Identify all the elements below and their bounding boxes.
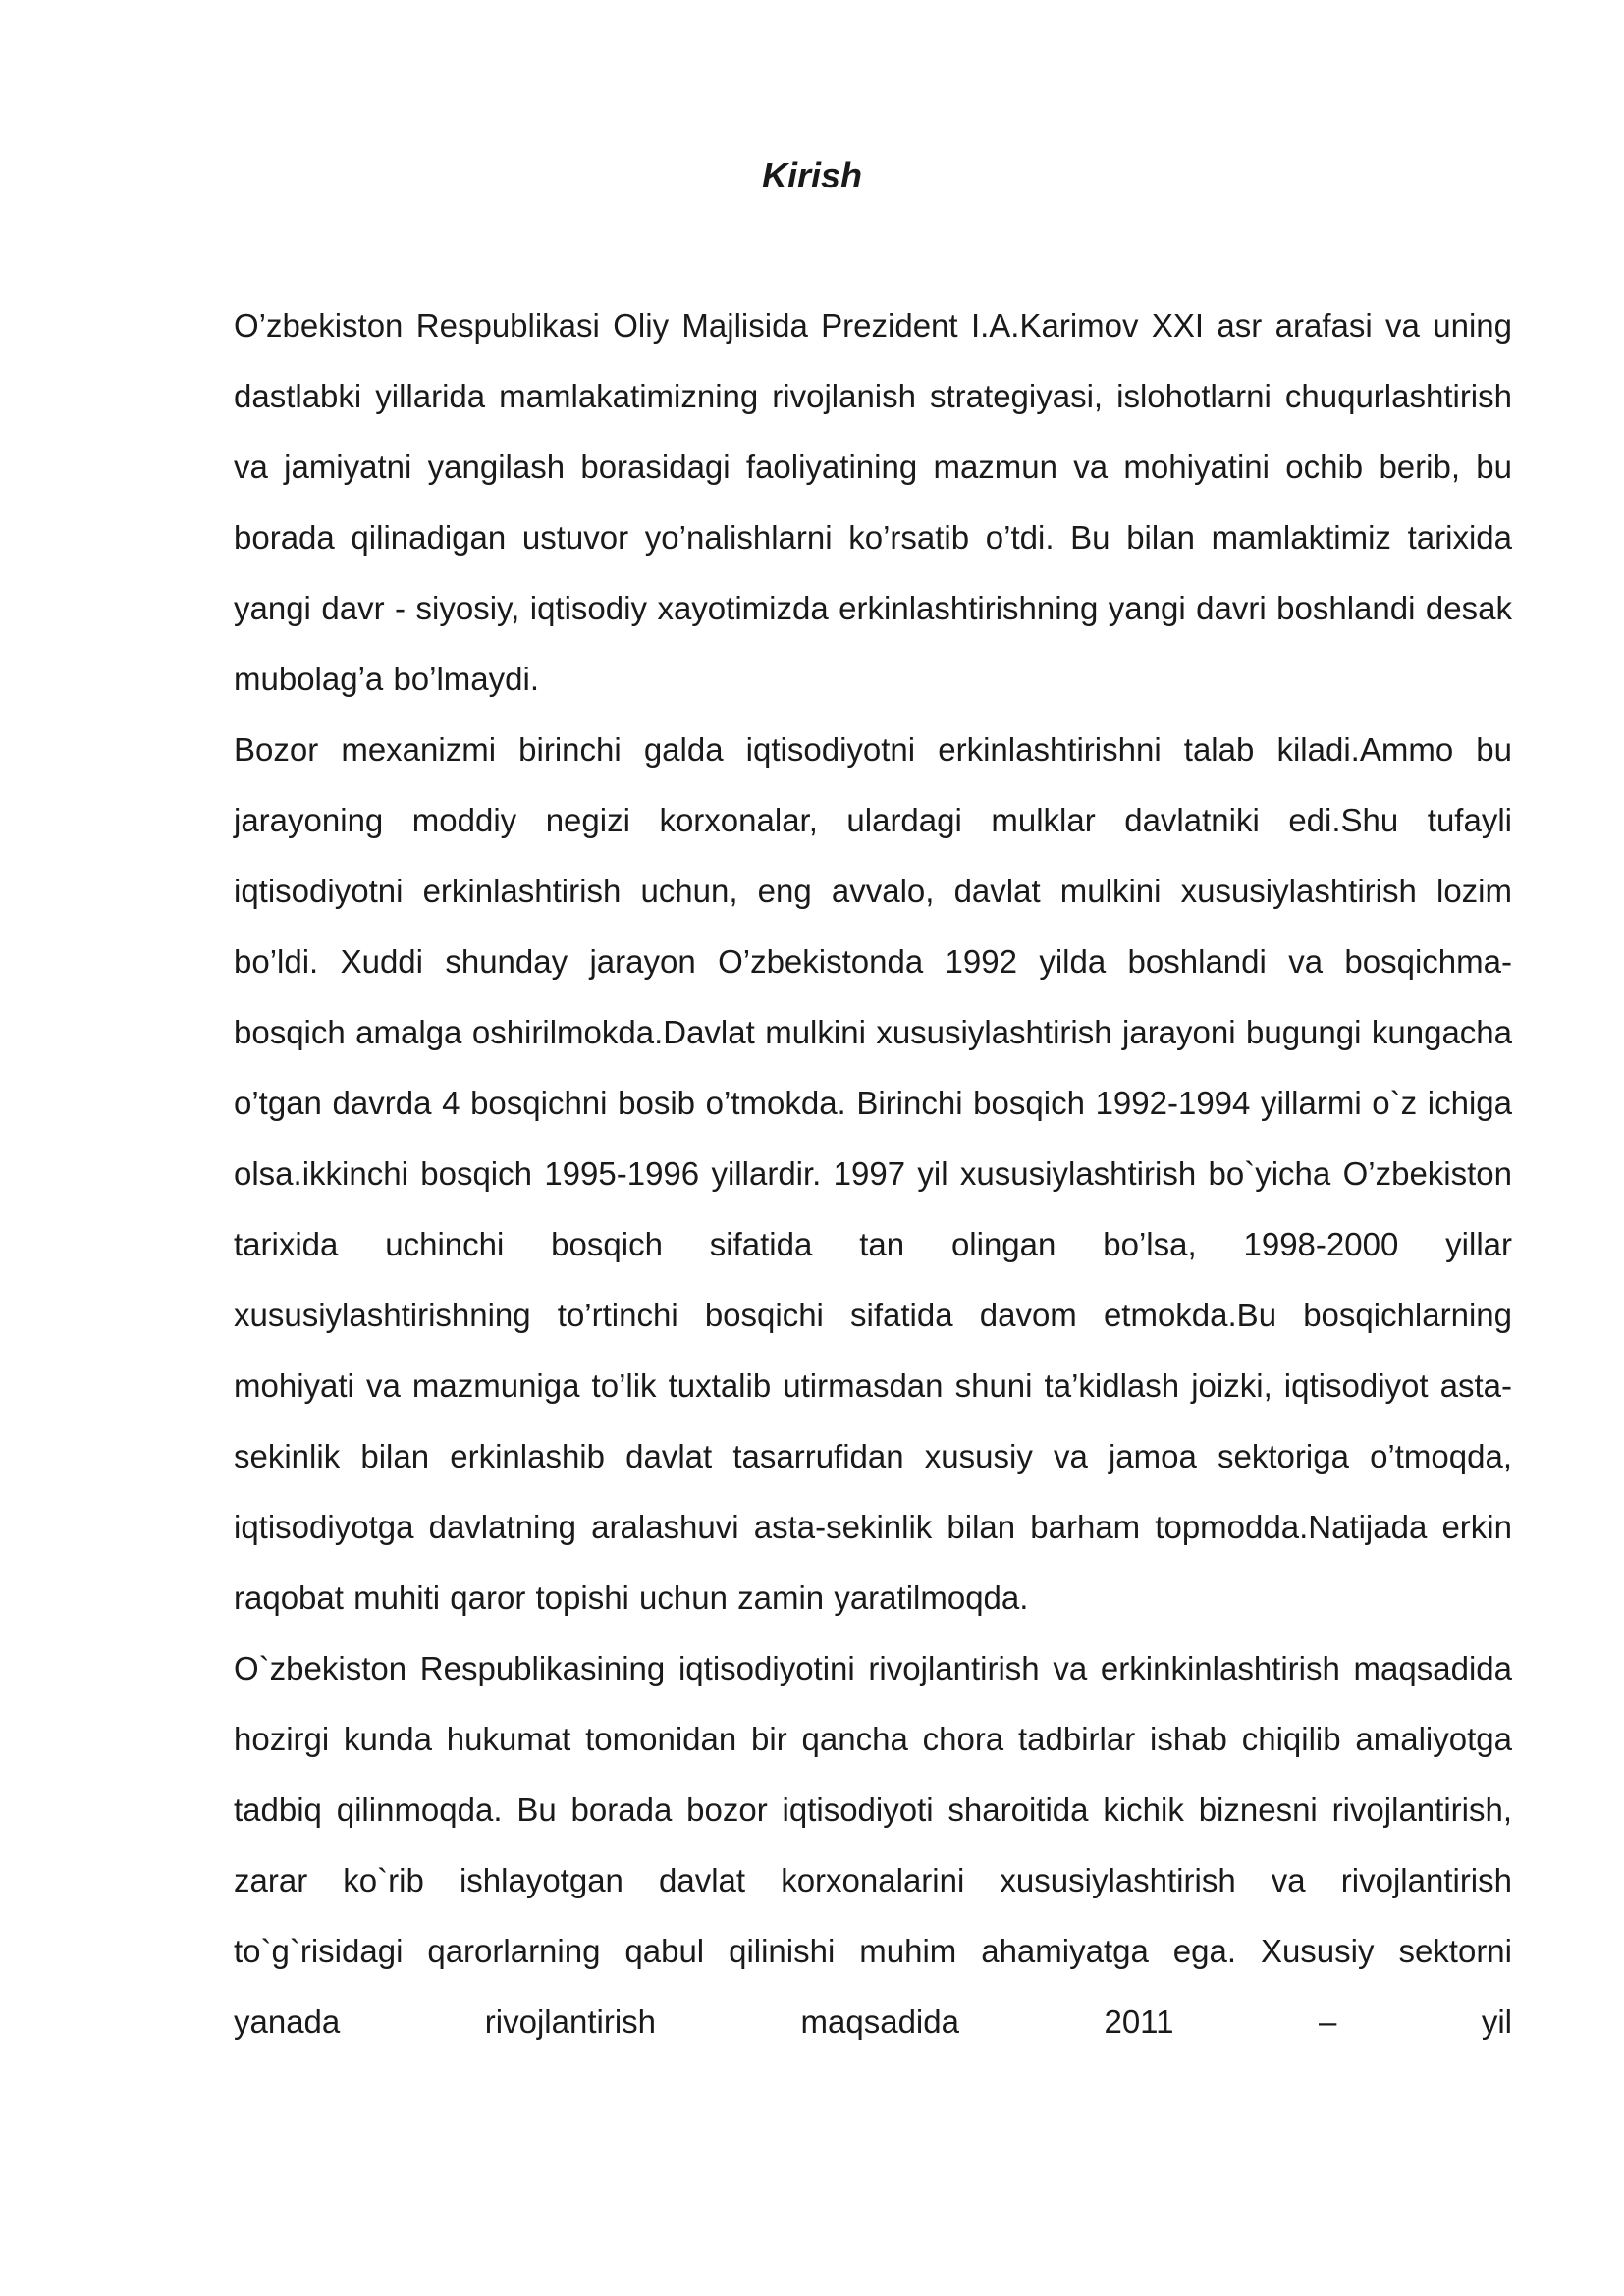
document-body [234, 291, 1512, 2057]
paragraph-2: Bozor mexanizmi birinchi galda iqtisodiyotni erkinlashtirishni talab kiladi.Ammo bu jarayoning moddiy negizi korxonalar, ulardagi mulklar davlatniki edi.Shu tufayli iqtisodiyotni erkinlashtirish uchun, eng avvalo, davlat mulkini xususiylashtirish lozim bo’ldi. Xuddi shunday jarayon O’zbekistonda 1992 yilda boshlandi va bosqichma-bosqich amalga oshirilmokda.Davlat mulkini xususiylashtirish jarayoni bugungi kungacha o’tgan davrda 4 bosqichni bosib o’tmokda. Birinchi bosqich 1992-1994 yillarmi o`z ichiga olsa.ikkinchi bosqich 1995-1996 yillardir. 1997 yil xususiylashtirish bo`yicha O’zbekiston tarixida uchinchi bosqich sifatida tan olingan bo’lsa, 1998-2000 yillar xususiylashtirishning to’rtinchi bosqichi sifatida davom etmokda.Bu bosqichlarning mohiyati va mazmuniga to’lik tuxtalib utirmasdan shuni ta’kidlash joizki, iqtisodiyot asta-sekinlik bilan erkinlashib davlat tasarrufidan xususiy va jamoa sektoriga o’tmoqda, iqtisodiyotga davlatning aralashuvi asta-sekinlik bilan barham topmodda.Natijada erkin raqobat muhiti qaror topishi uchun zamin yaratilmoqda. [234, 731, 1512, 1616]
page-title: Kirish [761, 155, 863, 195]
paragraph-3: O`zbekiston Respublikasining iqtisodiyotini rivojlantirish va erkinkinlashtirish maqsadida hozirgi kunda hukumat tomonidan bir qancha chora tadbirlar ishab chiqilib amaliyotga tadbiq qilinmoqda. Bu borada bozor iqtisodiyoti sharoitida kichik biznesni rivojlantirish, zarar ko`rib ishlayotgan davlat korxonalarini xususiylashtirish va rivojlantirish to`g`risidagi qarorlarning qabul qilinishi muhim ahamiyatga ega. Xususiy sektorni yanada rivojlantirish maqsadida 2011 – yil [234, 1650, 1512, 2040]
paragraph-1: O’zbekiston Respublikasi Oliy Majlisida Prezident I.A.Karimov XXI asr arafasi va uning dastlabki yillarida mamlakatimizning rivojlanish strategiyasi, islohotlarni chuqurlashtirish va jamiyatni yangilash borasidagi faoliyatining mazmun va mohiyatini ochib berib, bu borada qilinadigan ustuvor yo’nalishlarni ko’rsatib o’tdi. Bu bilan mamlaktimiz tarixida yangi davr - siyosiy, iqtisodiy xayotimizda erkinlashtirishning yangi davri boshlandi desak mubolag’a bo’lmaydi. [234, 307, 1512, 697]
